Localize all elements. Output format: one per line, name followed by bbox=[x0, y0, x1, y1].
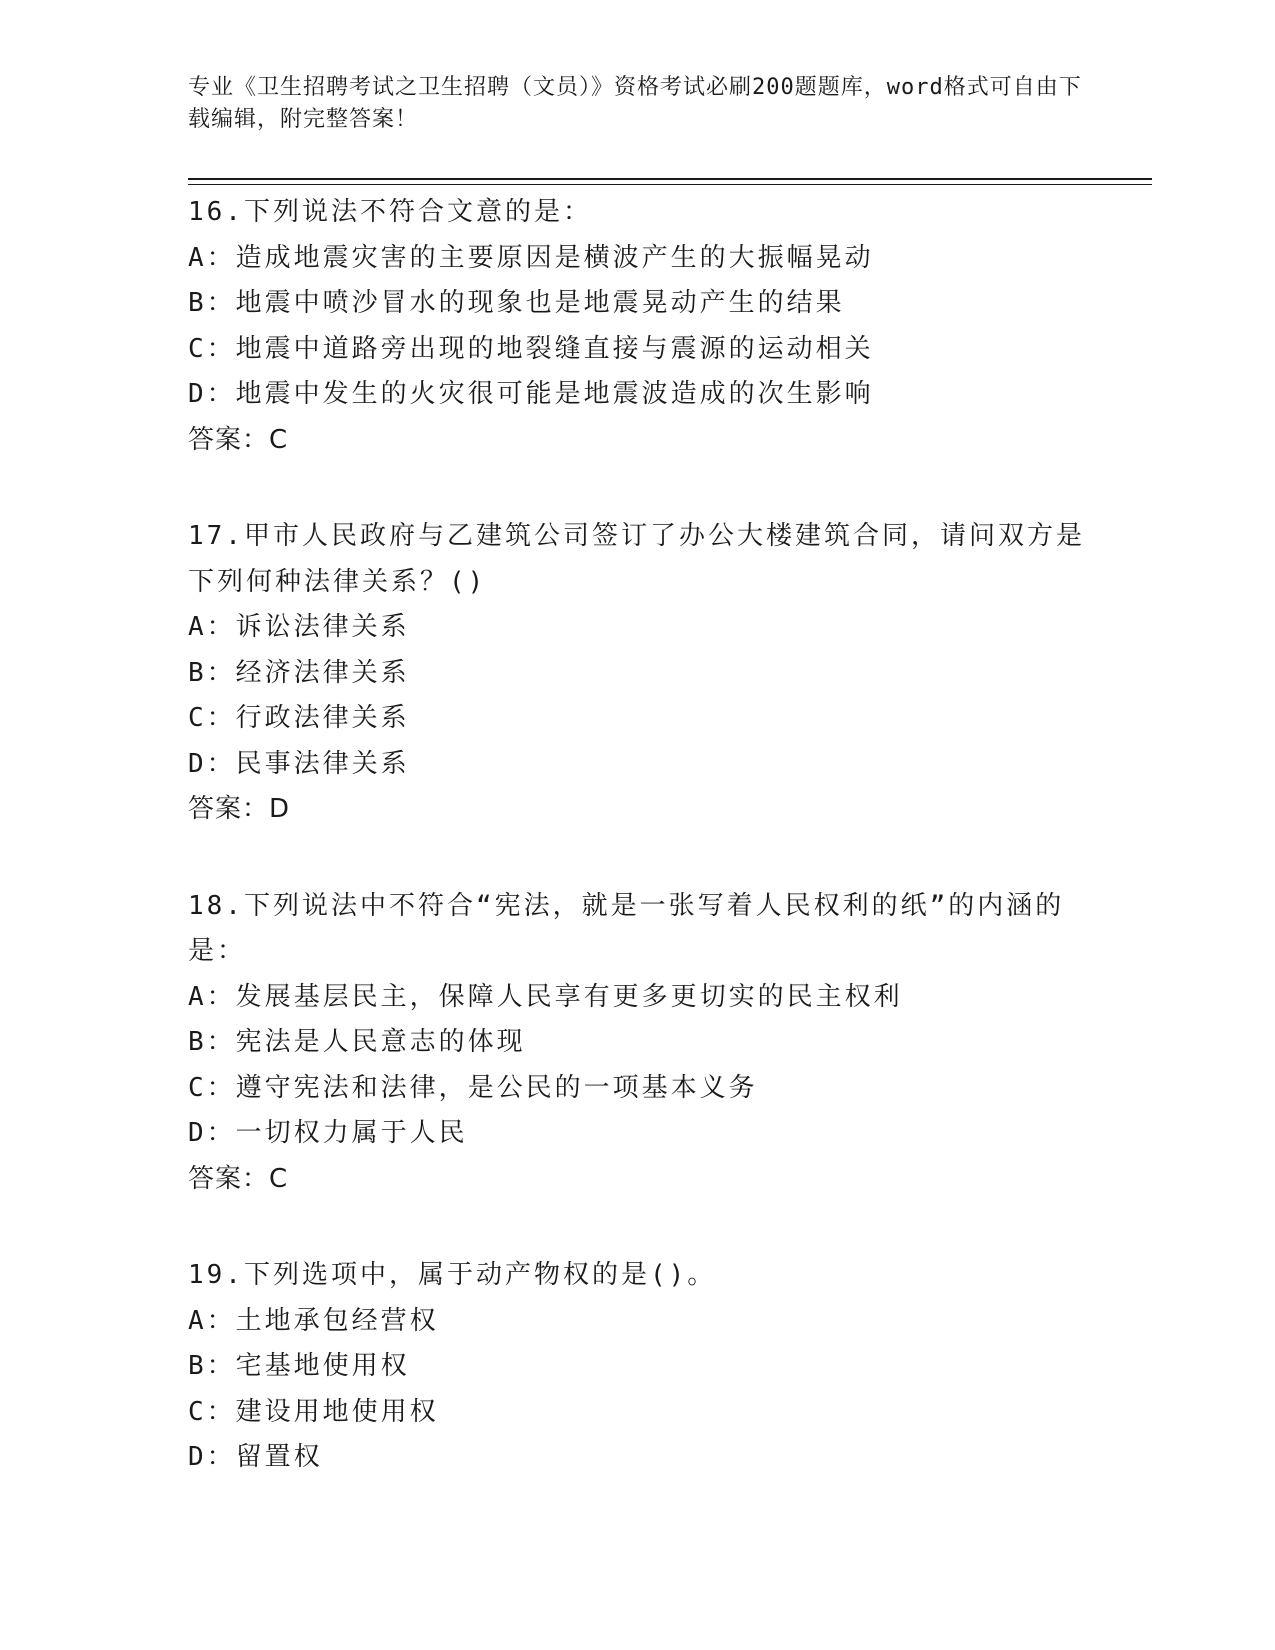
answer-line: 答案：C bbox=[188, 1163, 289, 1194]
header-rule-thin bbox=[188, 184, 1152, 185]
option-c: C：遵守宪法和法律，是公民的一项基本义务 bbox=[188, 1072, 758, 1103]
header-rule-thick bbox=[188, 178, 1152, 180]
question-17 bbox=[188, 514, 1108, 833]
option-d: D：地震中发生的火灾很可能是地震波造成的次生影响 bbox=[188, 379, 874, 409]
option-a: A：造成地震灾害的主要原因是横波产生的大振幅晃动 bbox=[188, 242, 874, 273]
option-b: B：经济法律关系 bbox=[188, 657, 410, 688]
answer-line: 答案：D bbox=[188, 794, 291, 824]
option-c: C：行政法律关系 bbox=[188, 703, 410, 733]
question-stem: 19.下列选项中，属于动产物权的是()。 bbox=[188, 1260, 717, 1290]
question-16 bbox=[188, 190, 1108, 463]
question-stem: 16.下列说法不符合文意的是： bbox=[188, 197, 592, 227]
question-19 bbox=[188, 1253, 1108, 1481]
question-18 bbox=[188, 884, 1108, 1203]
option-b: B：宅基地使用权 bbox=[188, 1351, 410, 1381]
option-b: B：地震中喷沙冒水的现象也是地震晃动产生的结果 bbox=[188, 288, 845, 318]
option-c: C：建设用地使用权 bbox=[188, 1396, 439, 1427]
document-header: 专业《卫生招聘考试之卫生招聘（文员）》资格考试必刷200题题库，word格式可自由下载编辑，附完整答案！ bbox=[188, 75, 1082, 132]
answer-line: 答案：C bbox=[188, 424, 289, 455]
option-a: A：土地承包经营权 bbox=[188, 1305, 439, 1336]
option-c: C：地震中道路旁出现的地裂缝直接与震源的运动相关 bbox=[188, 333, 874, 364]
question-list bbox=[188, 190, 1108, 1532]
option-d: D：留置权 bbox=[188, 1442, 323, 1472]
question-stem: 18.下列说法中不符合“宪法，就是一张写着人民权利的纸”的内涵的是： bbox=[188, 890, 1065, 966]
option-a: A：诉讼法律关系 bbox=[188, 612, 410, 642]
option-d: D：一切权力属于人民 bbox=[188, 1118, 468, 1148]
question-stem: 17.甲市人民政府与乙建筑公司签订了办公大楼建筑合同，请问双方是下列何种法律关系？() bbox=[188, 521, 1085, 597]
option-b: B：宪法是人民意志的体现 bbox=[188, 1027, 526, 1057]
option-a: A：发展基层民主，保障人民享有更多更切实的民主权利 bbox=[188, 981, 903, 1012]
option-d: D：民事法律关系 bbox=[188, 748, 410, 779]
